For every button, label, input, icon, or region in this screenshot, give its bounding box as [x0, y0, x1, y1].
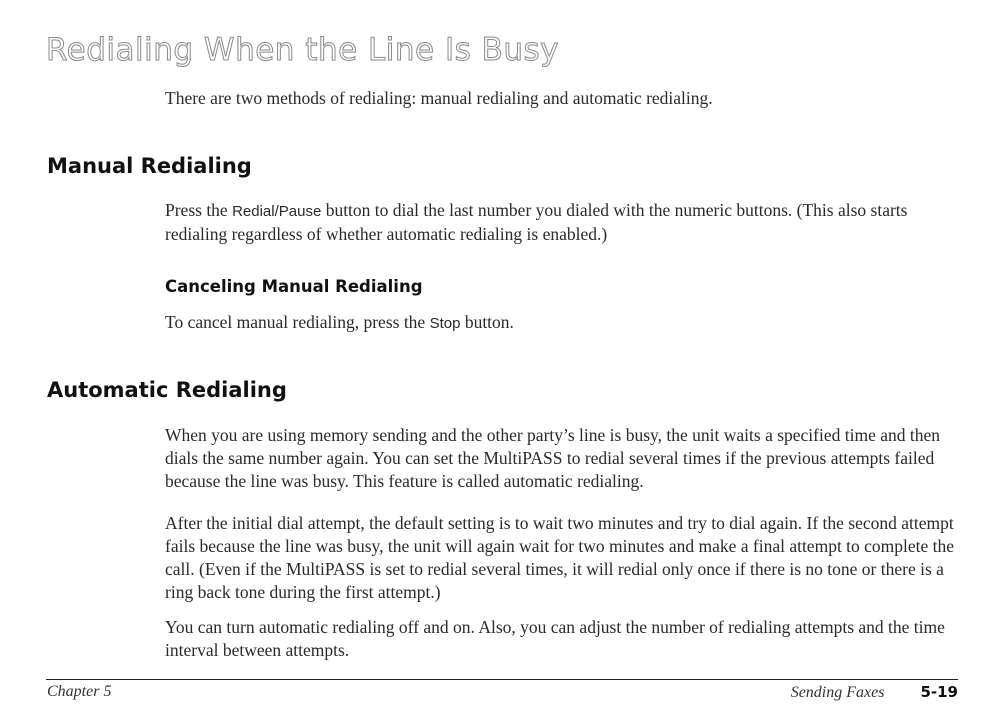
- manual-text-post: button to dial the last number you dialed with the numeric buttons. (This also starts redialing regardless of whether automatic redialing is enabled.): [165, 200, 908, 244]
- footer-page-number: 5-19: [920, 683, 958, 701]
- manual-text-pre: Press the: [165, 200, 233, 220]
- canceling-paragraph: [165, 311, 965, 335]
- manual-redialing-heading: Manual Redialing: [47, 154, 252, 178]
- footer-right: [791, 683, 958, 702]
- automatic-paragraph-1: When you are using memory sending and the other party’s line is busy, the unit waits a specified time and then dials the same number again. You can set the MultiPASS to redial several times if the previous attempts failed because the line was busy. This feature is called automatic redialing.: [165, 425, 940, 491]
- intro-paragraph: There are two methods of redialing: manual redialing and automatic redialing.: [165, 88, 713, 108]
- automatic-paragraph-3: You can turn automatic redialing off and on. Also, you can adjust the number of redialing attempts and the time interval between attempts.: [165, 617, 945, 660]
- manual-redialing-paragraph: [165, 199, 965, 246]
- canceling-manual-redialing-heading: Canceling Manual Redialing: [165, 277, 423, 296]
- cancel-text-post: button.: [460, 312, 514, 332]
- stop-button-name: Stop: [429, 315, 461, 332]
- cancel-text-pre: To cancel manual redialing, press the: [165, 312, 430, 332]
- automatic-redialing-heading: Automatic Redialing: [47, 378, 287, 402]
- page-title: Redialing When the Line Is Busy: [46, 32, 560, 68]
- footer-chapter: Chapter 5: [47, 683, 112, 700]
- footer-section-title: Sending Faxes: [790, 684, 885, 701]
- redial-pause-button-name: Redial/Pause: [232, 203, 322, 220]
- footer-rule: [46, 679, 958, 680]
- automatic-paragraph-2: After the initial dial attempt, the default setting is to wait two minutes and try to dial again. If the second attempt fails because the line was busy, the unit will again wait for two minutes and make a final attempt to complete the call. (Even if the MultiPASS is set to redial several times, it will redial only once if there is no tone or there is a ring back tone during the first attempt.): [165, 513, 955, 602]
